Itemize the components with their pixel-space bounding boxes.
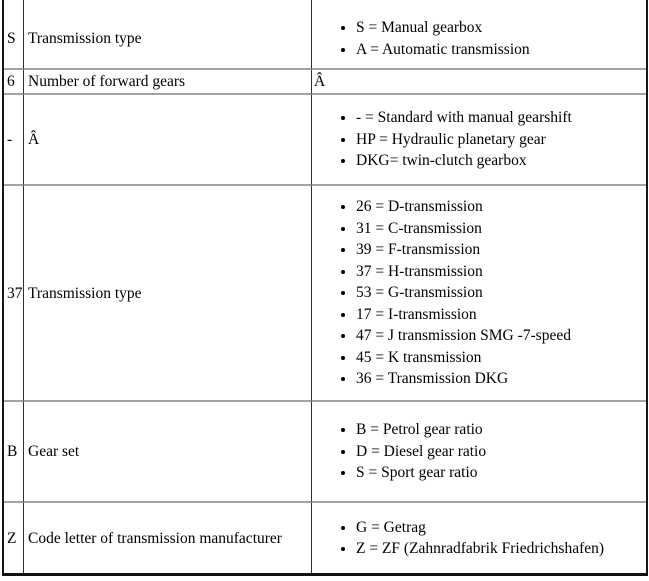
code-cell: 37 — [4, 186, 24, 402]
table-row — [4, 186, 646, 402]
value-item: • 53 = G-transmission — [356, 282, 646, 304]
code-cell: - — [4, 95, 24, 186]
value-item: • 39 = F-transmission — [356, 239, 646, 261]
value-item: • 45 = K transmission — [356, 347, 646, 369]
value-list — [314, 517, 646, 560]
table-row — [4, 0, 646, 70]
value-item: • 17 = I-transmission — [356, 304, 646, 326]
description-cell: Code letter of transmission manufacturer — [24, 503, 312, 573]
description-cell: Transmission type — [24, 186, 312, 402]
values-cell — [312, 0, 646, 70]
values-cell — [312, 503, 646, 573]
values-cell-text: Â — [312, 70, 646, 95]
value-item: • 36 = Transmission DKG — [356, 368, 646, 390]
transmission-code-table — [2, 0, 648, 576]
value-item: • - = Standard with manual gearshift — [356, 107, 646, 129]
values-cell — [312, 186, 646, 402]
value-item: • 31 = C-transmission — [356, 218, 646, 240]
description-cell: Transmission type — [24, 0, 312, 70]
table-body — [4, 0, 646, 573]
value-item: • 37 = H-transmission — [356, 261, 646, 283]
value-item: • HP = Hydraulic planetary gear — [356, 129, 646, 151]
description-cell: Number of forward gears — [24, 70, 312, 95]
value-list — [314, 196, 646, 390]
value-list — [314, 107, 646, 172]
value-item: • DKG= twin-clutch gearbox — [356, 150, 646, 172]
table-row — [4, 95, 646, 186]
value-item: • 26 = D-transmission — [356, 196, 646, 218]
table-row — [4, 70, 646, 95]
value-item: • B = Petrol gear ratio — [356, 419, 646, 441]
value-list — [314, 17, 646, 60]
table-row — [4, 503, 646, 573]
code-cell: B — [4, 402, 24, 503]
value-item: • S = Sport gear ratio — [356, 462, 646, 484]
value-item: • A = Automatic transmission — [356, 39, 646, 61]
code-cell: Z — [4, 503, 24, 573]
description-cell: Â — [24, 95, 312, 186]
values-cell — [312, 95, 646, 186]
value-list — [314, 419, 646, 484]
value-item: • 47 = J transmission SMG -7-speed — [356, 325, 646, 347]
values-cell — [312, 402, 646, 503]
code-cell: S — [4, 0, 24, 70]
description-cell: Gear set — [24, 402, 312, 503]
value-item: • D = Diesel gear ratio — [356, 441, 646, 463]
value-item: • G = Getrag — [356, 517, 646, 539]
value-item: • Z = ZF (Zahnradfabrik Friedrichshafen) — [356, 538, 646, 560]
value-item: • S = Manual gearbox — [356, 17, 646, 39]
table-row — [4, 402, 646, 503]
code-cell: 6 — [4, 70, 24, 95]
